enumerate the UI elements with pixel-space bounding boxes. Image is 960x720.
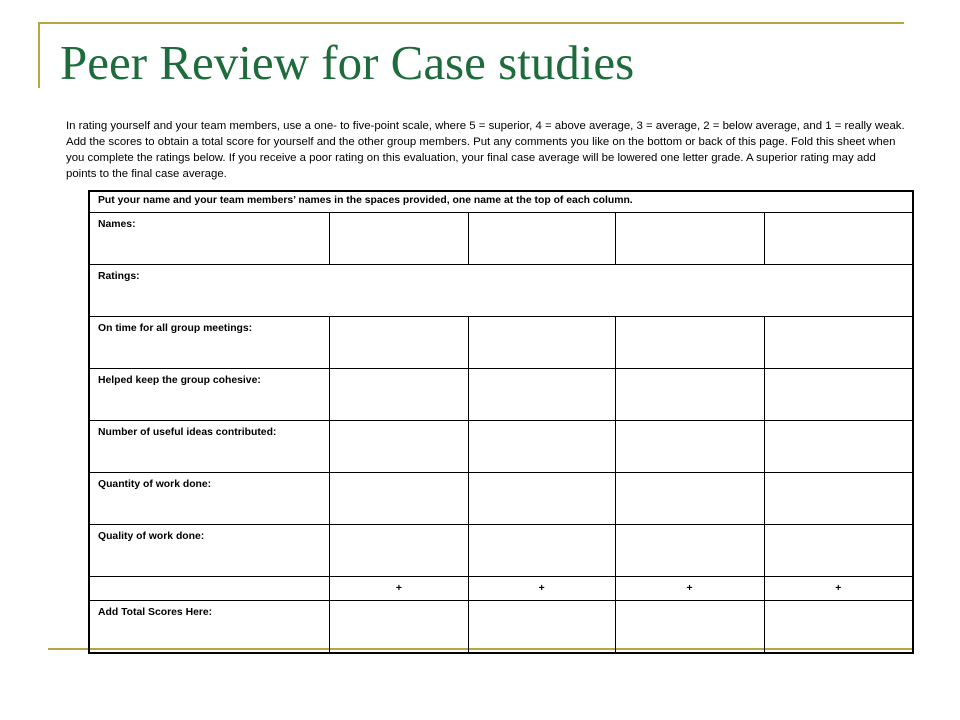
score-cell[interactable] bbox=[468, 525, 615, 577]
ratings-row bbox=[89, 265, 913, 317]
score-cell[interactable] bbox=[329, 317, 468, 369]
criterion-label: Quality of work done: bbox=[89, 525, 329, 577]
name-cell-4[interactable] bbox=[764, 213, 913, 265]
criterion-label: Number of useful ideas contributed: bbox=[89, 421, 329, 473]
name-cell-3[interactable] bbox=[615, 213, 764, 265]
score-cell[interactable] bbox=[329, 421, 468, 473]
criterion-row bbox=[89, 473, 913, 525]
names-row bbox=[89, 213, 913, 265]
table-header-instructions: Put your name and your team members’ names in the spaces provided, one name at the top of each column. bbox=[89, 191, 913, 213]
score-cell[interactable] bbox=[329, 525, 468, 577]
plus-sign: + bbox=[615, 577, 764, 601]
score-cell[interactable] bbox=[468, 369, 615, 421]
plus-sign: + bbox=[329, 577, 468, 601]
score-cell[interactable] bbox=[615, 369, 764, 421]
total-label: Add Total Scores Here: bbox=[89, 601, 329, 654]
score-cell[interactable] bbox=[764, 525, 913, 577]
decorative-frame-line-left bbox=[38, 22, 40, 88]
total-cell[interactable] bbox=[615, 601, 764, 654]
plus-sign: + bbox=[764, 577, 913, 601]
criterion-row bbox=[89, 369, 913, 421]
score-cell[interactable] bbox=[764, 421, 913, 473]
score-cell[interactable] bbox=[468, 473, 615, 525]
score-cell[interactable] bbox=[329, 473, 468, 525]
score-cell[interactable] bbox=[764, 473, 913, 525]
name-cell-2[interactable] bbox=[468, 213, 615, 265]
criterion-label: Helped keep the group cohesive: bbox=[89, 369, 329, 421]
instructions-paragraph: In rating yourself and your team members, use a one- to five-point scale, where 5 = superior, 4 = above average, 3 = average, 2 = below average, and 1 = really weak. Add the scores to obtain a total score for yourself and the other group members. Put any comments you like on the bottom or back of this page. Fold this sheet when you complete the ratings below. If you receive a poor rating on this evaluation, your final case average will be lowered one letter grade. A superior rating may add points to the final case average. bbox=[66, 120, 905, 180]
score-cell[interactable] bbox=[615, 421, 764, 473]
names-label: Names: bbox=[89, 213, 329, 265]
criterion-row bbox=[89, 317, 913, 369]
score-cell[interactable] bbox=[764, 317, 913, 369]
plus-row bbox=[89, 577, 913, 601]
table-header-row bbox=[89, 191, 913, 213]
peer-review-table bbox=[88, 190, 914, 654]
total-row bbox=[89, 601, 913, 654]
score-cell[interactable] bbox=[615, 525, 764, 577]
score-cell[interactable] bbox=[615, 473, 764, 525]
total-cell[interactable] bbox=[329, 601, 468, 654]
score-cell[interactable] bbox=[764, 369, 913, 421]
score-cell[interactable] bbox=[468, 317, 615, 369]
criterion-label: Quantity of work done: bbox=[89, 473, 329, 525]
score-cell[interactable] bbox=[468, 421, 615, 473]
plus-sign: + bbox=[468, 577, 615, 601]
total-cell[interactable] bbox=[468, 601, 615, 654]
name-cell-1[interactable] bbox=[329, 213, 468, 265]
score-cell[interactable] bbox=[615, 317, 764, 369]
score-cell[interactable] bbox=[329, 369, 468, 421]
criterion-row bbox=[89, 525, 913, 577]
criterion-label: On time for all group meetings: bbox=[89, 317, 329, 369]
criterion-row bbox=[89, 421, 913, 473]
decorative-frame-line-top bbox=[38, 22, 904, 24]
plus-row-empty-label bbox=[89, 577, 329, 601]
ratings-label: Ratings: bbox=[89, 265, 913, 317]
total-cell[interactable] bbox=[764, 601, 913, 654]
page-title: Peer Review for Case studies bbox=[60, 35, 635, 90]
